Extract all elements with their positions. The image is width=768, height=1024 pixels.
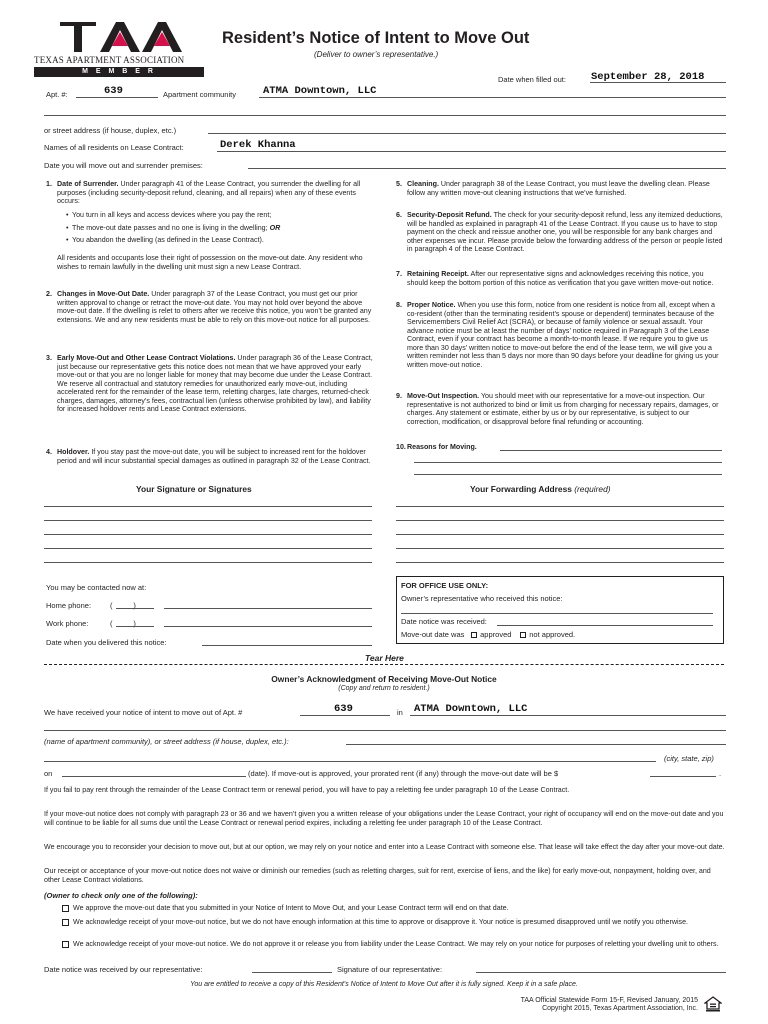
ack-date-received-label: Date notice was received by our representative: bbox=[44, 965, 203, 974]
ack-signature-label: Signature of our representative: bbox=[337, 965, 443, 974]
ack-city-label: (city, state, zip) bbox=[664, 754, 714, 763]
item-1-text: Under paragraph 41 of the Lease Contract, you surrender the dwelling for all purposes (including security-deposit refund, cleaning, and all repairs) when any of these events occurs: bbox=[57, 180, 361, 205]
ack-community-line bbox=[410, 715, 726, 716]
work-phone-label: Work phone: bbox=[46, 619, 89, 628]
item-5-head: Cleaning. bbox=[407, 180, 439, 188]
street-address-text: or street address (if house, duplex, etc.) bbox=[44, 126, 177, 135]
work-phone-line[interactable] bbox=[164, 626, 372, 627]
office-use-heading: FOR OFFICE USE ONLY: bbox=[401, 581, 489, 590]
ack-paragraph-2: If your move-out notice does not comply with paragraph 23 or 36 and we haven’t given you a written release of your obligations under the Lease Contract, your right of occupancy will end on the move-out date and you will continue to be liable for all sums due until the Lease Contract or renewal period expires, including a reletting fee under paragraph 10 of the Lease Contract. bbox=[44, 810, 724, 827]
approved-checkbox[interactable] bbox=[471, 632, 478, 639]
residents-line bbox=[217, 151, 726, 152]
item-4-num: 4. bbox=[46, 448, 52, 456]
item-8 bbox=[396, 301, 724, 369]
item-8-text: When you use this form, notice from one resident is notice from all, except when a co-resident (other than the terminating resident’s spouse or dependent) terminates because of the Servicemembers Civil Relief Act (SCRA), or because of family violence or sexual assault. Your advance notice must be at least the number of days’ notice required in Paragraph 3 of the Lease Contract, even if your contract has become a month-to-month lease. If we require you to give us more than 30 days’ written notice to move-out before the end of the lease term, we will give you a written reminder not less than 5 days nor more than 90 days before your deadline for giving us your written move-out notice. bbox=[407, 301, 719, 369]
date-filled-label: Date when filled out: bbox=[498, 75, 566, 84]
forwarding-required: (required) bbox=[574, 484, 611, 494]
footer-form: TAA Official Statewide Form 15-F, Revised January, 2015 bbox=[520, 997, 698, 1004]
item-1-num: 1. bbox=[46, 180, 52, 188]
home-phone-label: Home phone: bbox=[46, 601, 92, 610]
office-rep-label: Owner’s representative who received this notice: bbox=[401, 594, 563, 603]
ack-option-1-text: We approve the move-out date that you submitted in your Notice of Intent to Move Out, and your Lease Contract term will end on that date. bbox=[73, 904, 509, 912]
bullet-3: • You abandon the dwelling (as defined in the Lease Contract). bbox=[46, 236, 374, 245]
apt-value[interactable]: 639 bbox=[104, 85, 123, 97]
ack-apt-value[interactable]: 639 bbox=[334, 703, 353, 715]
office-rep-line[interactable] bbox=[401, 613, 713, 614]
reasons-line-2 bbox=[414, 462, 722, 463]
taa-logo-text: TEXAS APARTMENT ASSOCIATION bbox=[34, 55, 185, 65]
apt-line bbox=[76, 97, 158, 98]
moveout-date-label: Date you will move out and surrender premises: bbox=[44, 161, 203, 170]
moveout-date-line bbox=[248, 168, 726, 169]
ack-blank-line bbox=[44, 730, 726, 731]
item-1-bullets bbox=[46, 211, 374, 245]
ack-option-1 bbox=[62, 904, 722, 913]
office-moveout-label: Move-out date was bbox=[401, 630, 465, 639]
item-4-text: If you stay past the move-out date, you will be subject to increased rent for the holdover period and will incur substantial special damages as outlined in paragraph 32 of the Lease Contract. bbox=[57, 448, 371, 465]
item-6-head: Security-Deposit Refund. bbox=[407, 211, 492, 219]
item-3-num: 3. bbox=[46, 354, 52, 362]
signature-heading: Your Signature or Signatures bbox=[136, 484, 252, 494]
ack-check-intro: (Owner to check only one of the following): bbox=[44, 891, 198, 900]
item-4-head: Holdover. bbox=[57, 448, 90, 456]
bullet-1: • You turn in all keys and access devices where you pay the rent; bbox=[46, 211, 374, 220]
ack-address-line[interactable] bbox=[346, 744, 726, 745]
item-1-head: Date of Surrender. bbox=[57, 180, 119, 188]
item-2-num: 2. bbox=[46, 290, 52, 298]
approved-label: approved bbox=[480, 630, 512, 639]
ack-paragraph-3: We encourage you to reconsider your decision to move out, but at our option, we may rely on your notice and enter into a Lease Contract with someone else. That lease will take effect the day after your move-out date. bbox=[44, 843, 725, 851]
item-6 bbox=[396, 211, 724, 254]
residents-label: Names of all residents on Lease Contract: bbox=[44, 143, 184, 152]
ack-on-line[interactable] bbox=[62, 776, 246, 777]
work-phone-area: ( ) bbox=[110, 619, 136, 628]
work-phone-area-line[interactable] bbox=[116, 626, 154, 627]
apt-label: Apt. #: bbox=[46, 90, 68, 99]
ack-option-3-text: We acknowledge receipt of your move-out notice. We do not approve it or release you from liability under the Lease Contract. We may rely on your notice for purposes of reletting your dwelling unit to others. bbox=[73, 940, 719, 948]
item-6-text: The check for your security-deposit refund, less any itemized deductions, will be handled as explained in paragraph 41 of the Lease Contract. If you cause us to have to stop payment on the check and reissue another one, you will be responsible for any bank charges and other expenses we incur. Please provide below the forwarding address of the person or people listed in paragraph 4 of the Lease Contract. bbox=[407, 211, 723, 253]
ack-name-label: (name of apartment community), or street address (if house, duplex, etc.): bbox=[44, 737, 289, 746]
footer-copyright: Copyright 2015, Texas Apartment Association, Inc. bbox=[542, 1005, 698, 1012]
item-9-text: You should meet with our representative for a move-out inspection. Our representative is not authorized to bind or limit us from charging for necessary repairs, damages, or charges. Any statement or estimate, either by us or by our representative, is subject to our correction, modification, or disapproval before final refunding or accounting. bbox=[407, 392, 719, 426]
residents-value[interactable]: Derek Khanna bbox=[220, 139, 296, 151]
delivered-label: Date when you delivered this notice: bbox=[46, 638, 167, 647]
item-6-num: 6. bbox=[396, 211, 402, 219]
contact-intro: You may be contacted now at: bbox=[46, 583, 147, 592]
home-phone-area-line[interactable] bbox=[116, 608, 154, 609]
item-1-tail: All residents and occupants lose their right of possession on the move-out date. Any resident who wishes to remain lawfully in the dwelling unit must sign a new Lease Contract. bbox=[57, 254, 363, 271]
ack-paragraph-1: If you fail to pay rent through the remainder of the Lease Contract term or renewal period, you will have to pay a reletting fee under paragraph 10 of the Lease Contract. bbox=[44, 786, 570, 794]
item-9 bbox=[396, 392, 724, 426]
bullet-2 bbox=[46, 224, 374, 233]
item-10-head: Reasons for Moving. bbox=[407, 443, 477, 451]
page-title: Resident’s Notice of Intent to Move Out bbox=[222, 29, 530, 47]
item-5-num: 5. bbox=[396, 180, 402, 188]
item-5 bbox=[396, 180, 724, 197]
ack-signature-line[interactable] bbox=[476, 972, 726, 973]
item-8-num: 8. bbox=[396, 301, 402, 309]
item-3-head: Early Move-Out and Other Lease Contract Violations. bbox=[57, 354, 236, 362]
item-9-num: 9. bbox=[396, 392, 402, 400]
item-7-num: 7. bbox=[396, 270, 402, 278]
not-approved-checkbox[interactable] bbox=[520, 632, 527, 639]
community-label: Apartment community bbox=[163, 90, 236, 99]
ack-prorated-line[interactable] bbox=[650, 776, 716, 777]
tear-here-label: Tear Here bbox=[362, 653, 407, 663]
bullet-or: OR bbox=[269, 223, 281, 232]
ack-subtitle: (Copy and return to resident.) bbox=[338, 685, 430, 692]
item-3 bbox=[46, 354, 374, 414]
ack-apt-line bbox=[300, 715, 390, 716]
item-2-head: Changes in Move-Out Date. bbox=[57, 290, 150, 298]
street-address-line bbox=[208, 133, 726, 134]
taa-logo-mark bbox=[30, 18, 208, 54]
home-phone-line[interactable] bbox=[164, 608, 372, 609]
ack-community-value[interactable]: ATMA Downtown, LLC bbox=[414, 703, 528, 715]
item-1 bbox=[46, 180, 374, 206]
ack-option-3 bbox=[62, 940, 722, 949]
item-9-head: Move-Out Inspection. bbox=[407, 392, 480, 400]
item-10-num: 10. bbox=[396, 443, 406, 451]
item-5-text: Under paragraph 38 of the Lease Contract, you must leave the dwelling clean. Please follow any written move-out cleaning instructions that we’ve furnished. bbox=[407, 180, 710, 197]
ack-entitled-note: You are entitled to receive a copy of this Resident’s Notice of Intent to Move Out after it is fully signed. Keep it in a safe place. bbox=[190, 981, 578, 988]
ack-address-line-2[interactable] bbox=[44, 761, 656, 762]
item-4 bbox=[46, 448, 374, 465]
ack-option-2-text: We acknowledge receipt of your move-out notice, but we do not have enough information at this time to approve or disapprove it. Your notice is presumed disapproved until we notify you otherwise. bbox=[73, 918, 689, 926]
reasons-line-3 bbox=[414, 474, 722, 475]
item-2-text: Under paragraph 37 of the Lease Contract, you must get our prior written approval to change or retract the move-out date. You may not hold over beyond the above move-out date. If the dwelling is relet to others after we receive this notice, you won’t be granted any extensions. We and any new residents must be able to rely on this move-out notice for all purposes. bbox=[57, 290, 372, 324]
ack-option-2 bbox=[62, 918, 722, 927]
community-value[interactable]: ATMA Downtown, LLC bbox=[263, 85, 377, 97]
equal-housing-icon bbox=[704, 996, 722, 1012]
ack-option-3-checkbox[interactable] bbox=[62, 941, 69, 948]
address-blank-line bbox=[44, 115, 726, 116]
not-approved-label: not approved. bbox=[529, 630, 576, 639]
forwarding-heading-text: Your Forwarding Address bbox=[470, 484, 572, 494]
street-address-label bbox=[44, 126, 176, 135]
office-moveout-row bbox=[401, 630, 575, 639]
community-line bbox=[259, 97, 726, 98]
office-date-label: Date notice was received: bbox=[401, 617, 487, 626]
date-filled-value[interactable]: September 28, 2018 bbox=[591, 71, 705, 83]
ack-in: in bbox=[397, 708, 403, 717]
ack-paragraph-4: Our receipt or acceptance of your move-out notice does not waive or diminish our remedies (such as reletting charges, suit for rent, exercise of liens, and the like) for early move-out, nonpayment, holding over, and other Lease Contract violations. bbox=[44, 867, 711, 884]
member-band: M E M B E R bbox=[34, 67, 204, 77]
ack-title: Owner’s Acknowledgment of Receiving Move-Out Notice bbox=[271, 674, 497, 684]
item-8-head: Proper Notice. bbox=[407, 301, 456, 309]
item-7 bbox=[396, 270, 724, 287]
ack-date-received-line[interactable] bbox=[252, 972, 332, 973]
office-date-line[interactable] bbox=[497, 625, 713, 626]
item-2 bbox=[46, 290, 374, 324]
item-7-text: After our representative signs and acknowledges receiving this notice, you should keep the bottom portion of this notice as verification that you gave written move-out notice. bbox=[407, 270, 714, 287]
page-subtitle: (Deliver to owner’s representative.) bbox=[314, 50, 439, 59]
ack-on-label: on bbox=[44, 769, 53, 778]
ack-prorated-text: (date). If move-out is approved, your prorated rent (if any) through the move-out date will be $ bbox=[248, 769, 559, 778]
ack-option-1-checkbox[interactable] bbox=[62, 905, 69, 912]
forwarding-heading bbox=[470, 484, 611, 494]
date-filled-line bbox=[590, 82, 726, 83]
delivered-line[interactable] bbox=[202, 645, 372, 646]
home-phone-area: ( ) bbox=[110, 601, 136, 610]
tear-dashed-line bbox=[44, 664, 724, 665]
item-7-head: Retaining Receipt. bbox=[407, 270, 469, 278]
item-3-text: Under paragraph 36 of the Lease Contract, just because our representative gets this notice does not mean that we have approved your early move-out or that you are no longer liable for money that may become due under the Lease Contract. We reserve all contractual and statutory remedies for unauthorized early move-out, including accelerated rent for the remainder of the lease term, reletting charges, late charges, returned-check charges, damages, attorney’s fees, contractual lien (unless otherwise prohibited by law), and liability for increased holdover rents and Lease Contract extensions. bbox=[57, 354, 373, 413]
bullet-2-text: The move-out date passes and no one is living in the dwelling; bbox=[72, 223, 268, 232]
reasons-line-1 bbox=[500, 450, 722, 451]
ack-period: . bbox=[719, 769, 722, 778]
office-use-box bbox=[396, 576, 724, 644]
ack-received-label: We have received your notice of intent to move out of Apt. # bbox=[44, 708, 243, 717]
taa-logo bbox=[30, 18, 208, 84]
ack-option-2-checkbox[interactable] bbox=[62, 919, 69, 926]
